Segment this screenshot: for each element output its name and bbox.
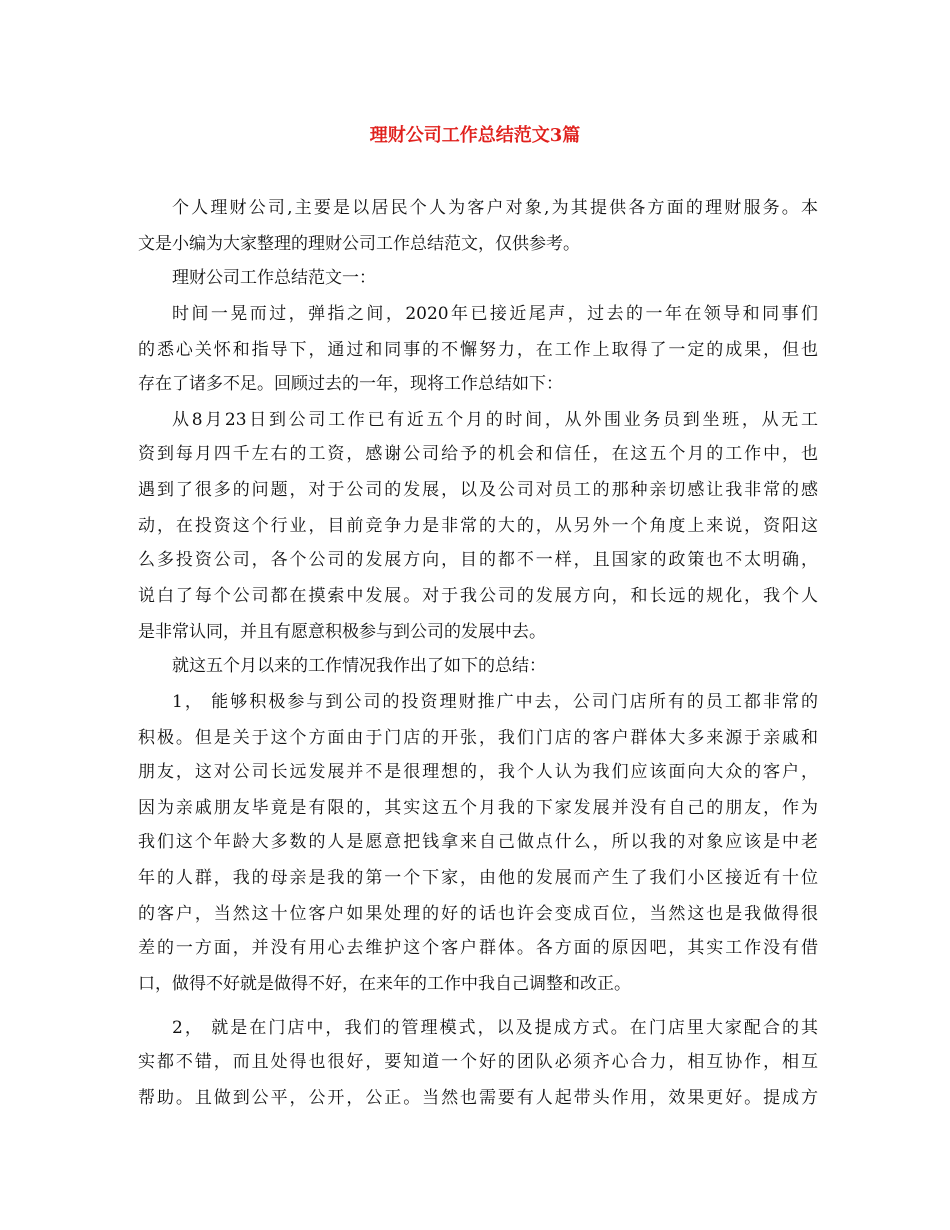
text-line: 我们这个年龄大多数的人是愿意把钱拿来自己做点什么，所以我的对象应该是中老 (138, 832, 818, 852)
text-line: 差的一方面，并没有用心去维护这个客户群体。各方面的原因吧，其实工作没有借 (138, 938, 818, 958)
text-line: 存在了诸多不足。回顾过去的一年，现将工作总结如下： (138, 374, 563, 394)
text-line: 是非常认同，并且有愿意积极参与到公司的发展中去。 (138, 622, 546, 642)
text-line: 时间一晃而过，弹指之间，2020年已接近尾声，过去的一年在领导和同事们 (172, 304, 818, 324)
text-line: 帮助。且做到公平，公开，公正。当然也需要有人起带头作用，效果更好。提成方 (138, 1088, 818, 1108)
text-line: 的客户，当然这十位客户如果处理的好的话也许会变成百位，当然这也是我做得很 (138, 904, 818, 924)
text-line: 因为亲戚朋友毕竟是有限的，其实这五个月我的下家发展并没有自己的朋友，作为 (138, 798, 818, 818)
text-line: 动，在投资这个行业，目前竞争力是非常的大的，从另外一个角度上来说，资阳这 (138, 516, 818, 536)
text-line: 资到每月四千左右的工资，感谢公司给予的机会和信任，在这五个月的工作中，也 (138, 444, 818, 464)
text-line: 说白了每个公司都在摸索中发展。对于我公司的发展方向，和长远的规化，我个人 (138, 586, 818, 606)
text-line: 么多投资公司，各个公司的发展方向，目的都不一样，且国家的政策也不太明确， (138, 550, 818, 570)
text-line: 文是小编为大家整理的理财公司工作总结范文，仅供参考。 (138, 234, 580, 254)
text-line: 实都不错，而且处得也很好，要知道一个好的团队必须齐心合力，相互协作，相互 (138, 1052, 818, 1072)
text-line: 2， 就是在门店中，我们的管理模式，以及提成方式。在门店里大家配合的其 (172, 1018, 818, 1038)
text-line: 年的人群，我的母亲是我的第一个下家，由他的发展而产生了我们小区接近有十位 (138, 868, 818, 888)
text-line: 理财公司工作总结范文一： (172, 268, 376, 288)
text-line: 朋友，这对公司长远发展并不是很理想的，我个人认为我们应该面向大众的客户， (138, 762, 818, 782)
text-line: 就这五个月以来的工作情况我作出了如下的总结： (172, 656, 546, 676)
document-title: 理财公司工作总结范文3篇 (369, 125, 581, 146)
text-line: 口，做得不好就是做得不好，在来年的工作中我自己调整和改正。 (138, 974, 631, 994)
text-line: 的悉心关怀和指导下，通过和同事的不懈努力，在工作上取得了一定的成果，但也 (138, 340, 818, 360)
text-line: 个人理财公司,主要是以居民个人为客户对象,为其提供各方面的理财服务。本 (172, 198, 818, 218)
text-line: 从8月23日到公司工作已有近五个月的时间，从外围业务员到坐班，从无工 (172, 410, 818, 430)
text-line: 遇到了很多的问题，对于公司的发展，以及公司对员工的那种亲切感让我非常的感 (138, 480, 818, 500)
text-line: 积极。但是关于这个方面由于门店的开张，我们门店的客户群体大多来源于亲戚和 (138, 728, 818, 748)
text-line: 1， 能够积极参与到公司的投资理财推广中去，公司门店所有的员工都非常的 (172, 692, 818, 712)
